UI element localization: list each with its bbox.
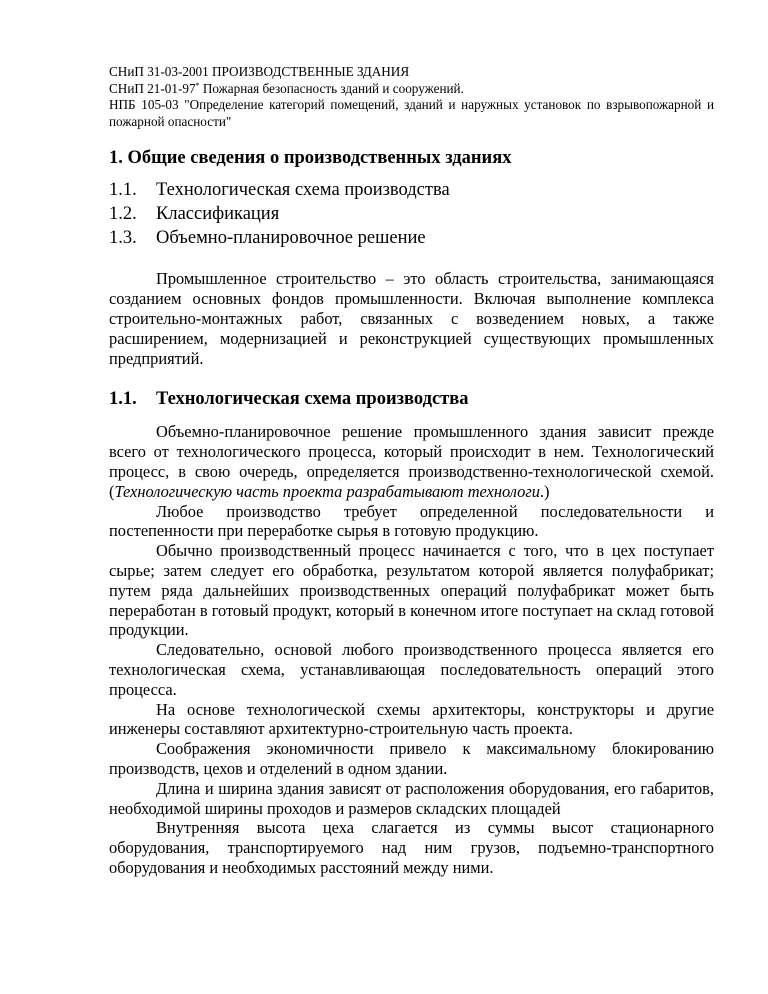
intro-paragraph: Промышленное строительство – это область строительства, занимающаяся созданием основных фондов промышленности. Включая выполнение комплекса строительно-монтажных работ, связанных с возведением новых, а также расширением, модернизацией и реконструкцией существующих промышленных предприятий. xyxy=(109,269,714,368)
body-paragraph: Обычно производственный процесс начинается с того, что в цех поступает сырье; затем следует его обработка, результатом которой является полуфабрикат; путем ряда дальнейших производственных операций полуфабрикат может быть переработан в готовый продукт, который в конечном итоге поступает на склад готовой продукции. xyxy=(109,541,714,640)
body-paragraph: Следовательно, основой любого производственного процесса является его технологическая схема, устанавливающая последовательность операций этого процесса. xyxy=(109,640,714,699)
body-paragraph: Длина и ширина здания зависят от расположения оборудования, его габаритов, необходимой ширины проходов и размеров складских площадей xyxy=(109,778,714,818)
paragraph-text: Объемно-планировочное решение промышленного здания зависит прежде всего от технологического процесса, который происходит в нем. Технологический процесс, в свою очередь, определяется производственно-технологической схемой. ( xyxy=(109,422,714,501)
italic-note: Технологическую часть проекта разрабатывают технологи xyxy=(114,481,540,501)
chapter-title: 1. Общие сведения о производственных зданиях xyxy=(109,148,512,168)
toc-item-label: Технологическая схема производства xyxy=(156,180,450,200)
reference-snip-31-03-2001: СНиП 31-03-2001 ПРОИЗВОДСТВЕННЫЕ ЗДАНИЯ xyxy=(109,64,410,79)
reference-code: СНиП 21-01-97 xyxy=(109,80,196,96)
body-paragraph: На основе технологической схемы архитекторы, конструкторы и другие инженеры составляют архитектурно-строительную часть проекта. xyxy=(109,699,714,739)
body-paragraph: Соображения экономичности привело к максимальному блокированию производств, цехов и отделений в одном здании. xyxy=(109,739,714,778)
body-paragraph xyxy=(109,422,714,501)
body-paragraph: Любое производство требует определенной последовательности и постепенности при переработке сырья в готовую продукцию. xyxy=(109,501,714,541)
toc-item xyxy=(109,227,714,251)
toc-item-number: 1.1. xyxy=(109,180,137,200)
toc-item xyxy=(109,179,714,203)
reference-snip-21-01-97 xyxy=(109,81,714,98)
document-page xyxy=(109,64,714,878)
toc-item xyxy=(109,203,714,227)
section-title: Технологическая схема производства xyxy=(156,389,469,410)
toc-item-label: Объемно-планировочное решение xyxy=(156,227,426,248)
reference-asterisk: * xyxy=(195,80,200,90)
paragraph-text-end: .) xyxy=(539,481,550,501)
reference-text: Пожарная безопасность зданий и сооружений. xyxy=(199,80,464,96)
reference-npb-105-03: НПБ 105-03 "Определение категорий помещений, зданий и наружных установок по взрывопожарной и пожарной опасности" xyxy=(109,97,714,129)
section-number: 1.1. xyxy=(109,389,137,410)
body-paragraph: Внутренняя высота цеха слагается из суммы высот стационарного оборудования, транспортируемого над ним грузов, подъемно-транспортного оборудования и необходимых расстояний между ними. xyxy=(109,818,714,877)
section-heading xyxy=(109,387,714,411)
toc-item-number: 1.3. xyxy=(109,227,137,248)
toc-item-number: 1.2. xyxy=(109,203,137,224)
toc-item-label: Классификация xyxy=(156,203,280,224)
normative-references xyxy=(109,64,714,130)
table-of-contents xyxy=(109,179,714,250)
